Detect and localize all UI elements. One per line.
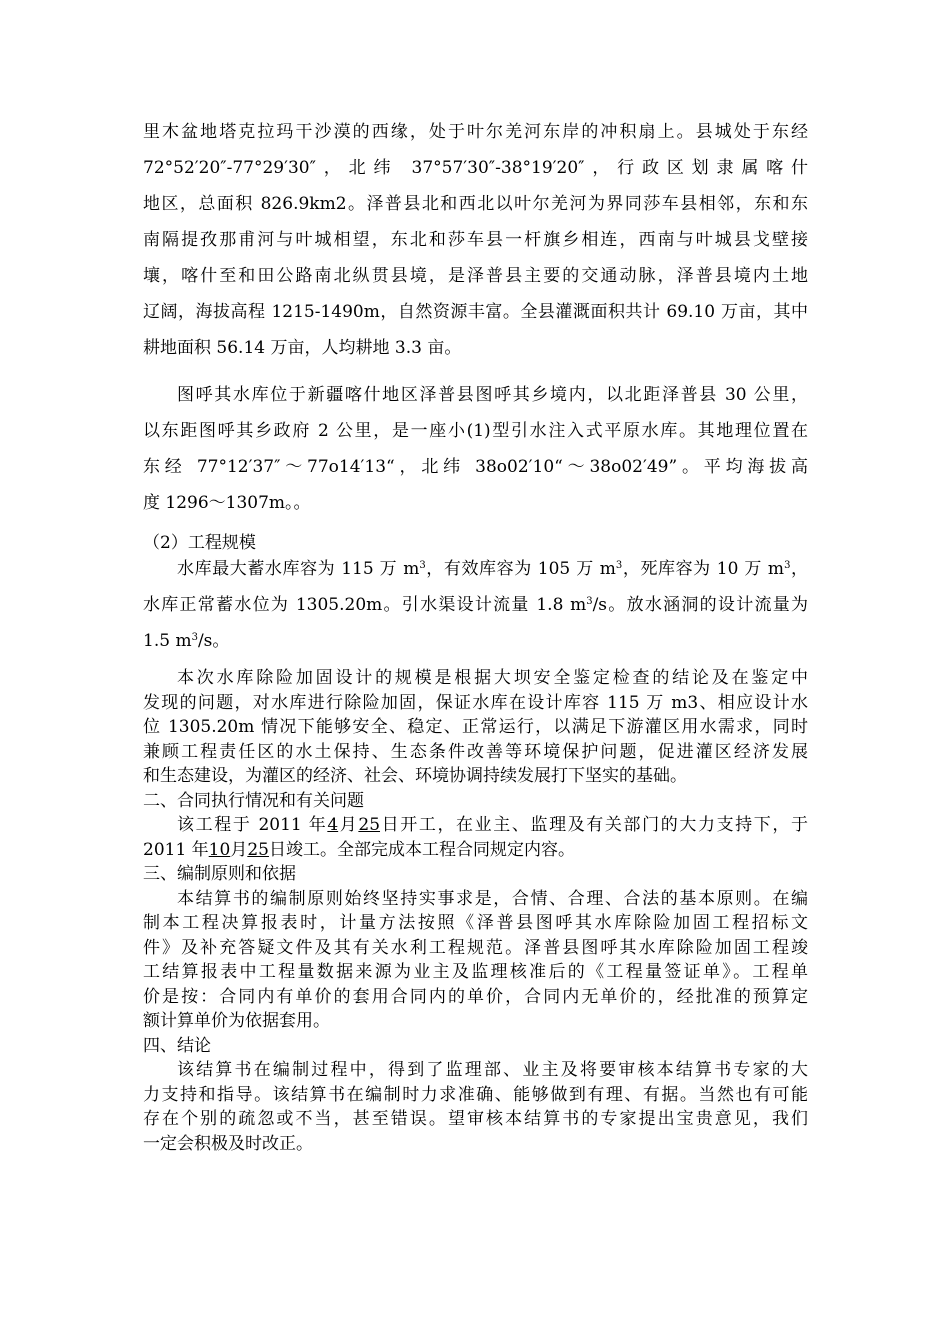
- design-paragraph: [143, 666, 808, 1156]
- paragraph-line: [143, 813, 808, 838]
- paragraph-line: 耕地面积 56.14 万亩，人均耕地 3.3 亩。: [143, 338, 462, 358]
- paragraph-line: 和生态建设，为灌区的经济、社会、环境协调持续发展打下坚实的基础。: [143, 766, 687, 786]
- paragraph-line: 里木盆地塔克拉玛干沙漠的西缘，处于叶尔羌河东岸的冲积扇上。县城处于东经: [143, 122, 808, 142]
- paragraph-line: 价是按：合同内有单价的套用合同内的单价，合同内无单价的，经批准的预算定: [143, 986, 808, 1007]
- paragraph-line: 工结算报表中工程量数据来源为业主及监理核准后的《工程量签证单》。工程单: [143, 962, 808, 982]
- location-paragraph: [143, 114, 808, 366]
- paragraph-line: 72°52′20″-77°29′30″，北纬 37°57′30″-38°19′20″，行政区划隶属喀什: [143, 158, 808, 178]
- scale-text: 1.5 m: [143, 631, 192, 651]
- paragraph-line: 本次水库除险加固设计的规模是根据大坝安全鉴定检查的结论及在鉴定中: [177, 668, 808, 688]
- date-text: 2011 年: [143, 839, 209, 860]
- paragraph-line: 度 1296～1307m。。: [143, 493, 311, 513]
- paragraph-line: 制本工程决算报表时，计量方法按照《泽普县图呼其水库除险加固工程招标文: [143, 913, 808, 933]
- paragraph-line: [143, 838, 808, 863]
- scale-text: /s。放水涵洞的设计流量为: [592, 595, 809, 615]
- paragraph-line: 地区，总面积 826.9km2。泽普县北和西北以叶尔羌河为界同莎车县相邻，东和东: [143, 194, 808, 214]
- date-text: 月: [230, 839, 248, 860]
- date-text: 日竣工。全部完成本工程合同规定内容。: [268, 839, 575, 860]
- reservoir-paragraph: [143, 377, 808, 521]
- scale-heading: （2）工程规模: [143, 533, 256, 553]
- paragraph-line: 额计算单价为依据套用。: [143, 1011, 330, 1031]
- paragraph-line: 南隔提孜那甫河与叶城相望，东北和莎车县一杆旗乡相连，西南与叶城县戈壁接: [143, 230, 808, 250]
- paragraph-line: 力支持和指导。该结算书在编制时力求准确、能够做到有理、有据。当然也有可能: [143, 1084, 808, 1105]
- end-day: 25: [247, 839, 269, 860]
- paragraph-line: 以东距图呼其乡政府 2 公里，是一座小(1)型引水注入式平原水库。其地理位置在: [143, 421, 808, 441]
- paragraph-line: [143, 623, 808, 659]
- unit-superscript: 3: [615, 560, 623, 571]
- unit-superscript: 3: [191, 632, 198, 643]
- section-heading: 四、结论: [143, 1035, 211, 1056]
- paragraph-line: 存在个别的疏忽或不当，甚至错误。望审核本结算书的专家提出宝贵意见，我们: [143, 1109, 808, 1129]
- unit-superscript: 3: [586, 596, 593, 607]
- paragraph-line: 东经 77°12′37″～77o14′13“，北纬 38o02′10“～38o02′49”。平均海拔高: [143, 457, 808, 477]
- scale-text: ，死库容为 10 万 m: [622, 559, 785, 579]
- start-day: 25: [358, 815, 381, 835]
- date-text: 日开工，在业主、监理及有关部门的大力支持下，于: [380, 815, 808, 835]
- paragraph-line: 辽阔，海拔高程 1215-1490m，自然资源丰富。全县灌溉面积共计 69.10 万亩，其中: [143, 302, 808, 322]
- paragraph-line: 兼顾工程责任区的水土保持、生态条件改善等环境保护问题，促进灌区经济发展: [143, 741, 808, 762]
- paragraph-line: 壤，喀什至和田公路南北纵贯县境，是泽普县主要的交通动脉，泽普县境内土地: [143, 266, 808, 286]
- date-text: 月: [338, 815, 359, 835]
- scale-text: /s。: [197, 631, 230, 651]
- scale-text: 水库最大蓄水库容为 115 万 m: [177, 559, 420, 579]
- paragraph-line: 本结算书的编制原则始终坚持实事求是，合情、合理、合法的基本原则。在编: [177, 888, 808, 909]
- start-month: 4: [327, 815, 339, 835]
- paragraph-line: 该结算书在编制过程中，得到了监理部、业主及将要审核本结算书专家的大: [177, 1060, 808, 1080]
- paragraph-line: 位 1305.20m 情况下能够安全、稳定、正常运行，以满足下游灌区用水需求，同时: [143, 717, 808, 737]
- scale-text: ，有效库容为 105 万 m: [425, 559, 616, 579]
- paragraph-line: 件》及补充答疑文件及其有关水利工程规范。泽普县图呼其水库除险加固工程竣: [143, 937, 808, 958]
- paragraph-line: 一定会积极及时改正。: [143, 1133, 313, 1154]
- paragraph-line: [143, 587, 808, 623]
- scale-paragraph: [143, 551, 808, 659]
- scale-text: ，: [790, 559, 809, 579]
- paragraph-line: 图呼其水库位于新疆喀什地区泽普县图呼其乡境内，以北距泽普县 30 公里，: [177, 385, 808, 405]
- date-text: 该工程于 2011 年: [177, 815, 328, 835]
- unit-superscript: 3: [419, 560, 426, 571]
- section-heading: 三、编制原则和依据: [143, 864, 296, 884]
- end-month: 10: [208, 839, 231, 860]
- scale-text: 水库正常蓄水位为 1305.20m。引水渠设计流量 1.8 m: [143, 595, 587, 615]
- paragraph-line: [143, 551, 808, 587]
- paragraph-line: 发现的问题，对水库进行除险加固，保证水库在设计库容 115 万 m3、相应设计水: [143, 692, 808, 713]
- unit-superscript: 3: [784, 560, 791, 571]
- section-heading: 二、合同执行情况和有关问题: [143, 790, 364, 811]
